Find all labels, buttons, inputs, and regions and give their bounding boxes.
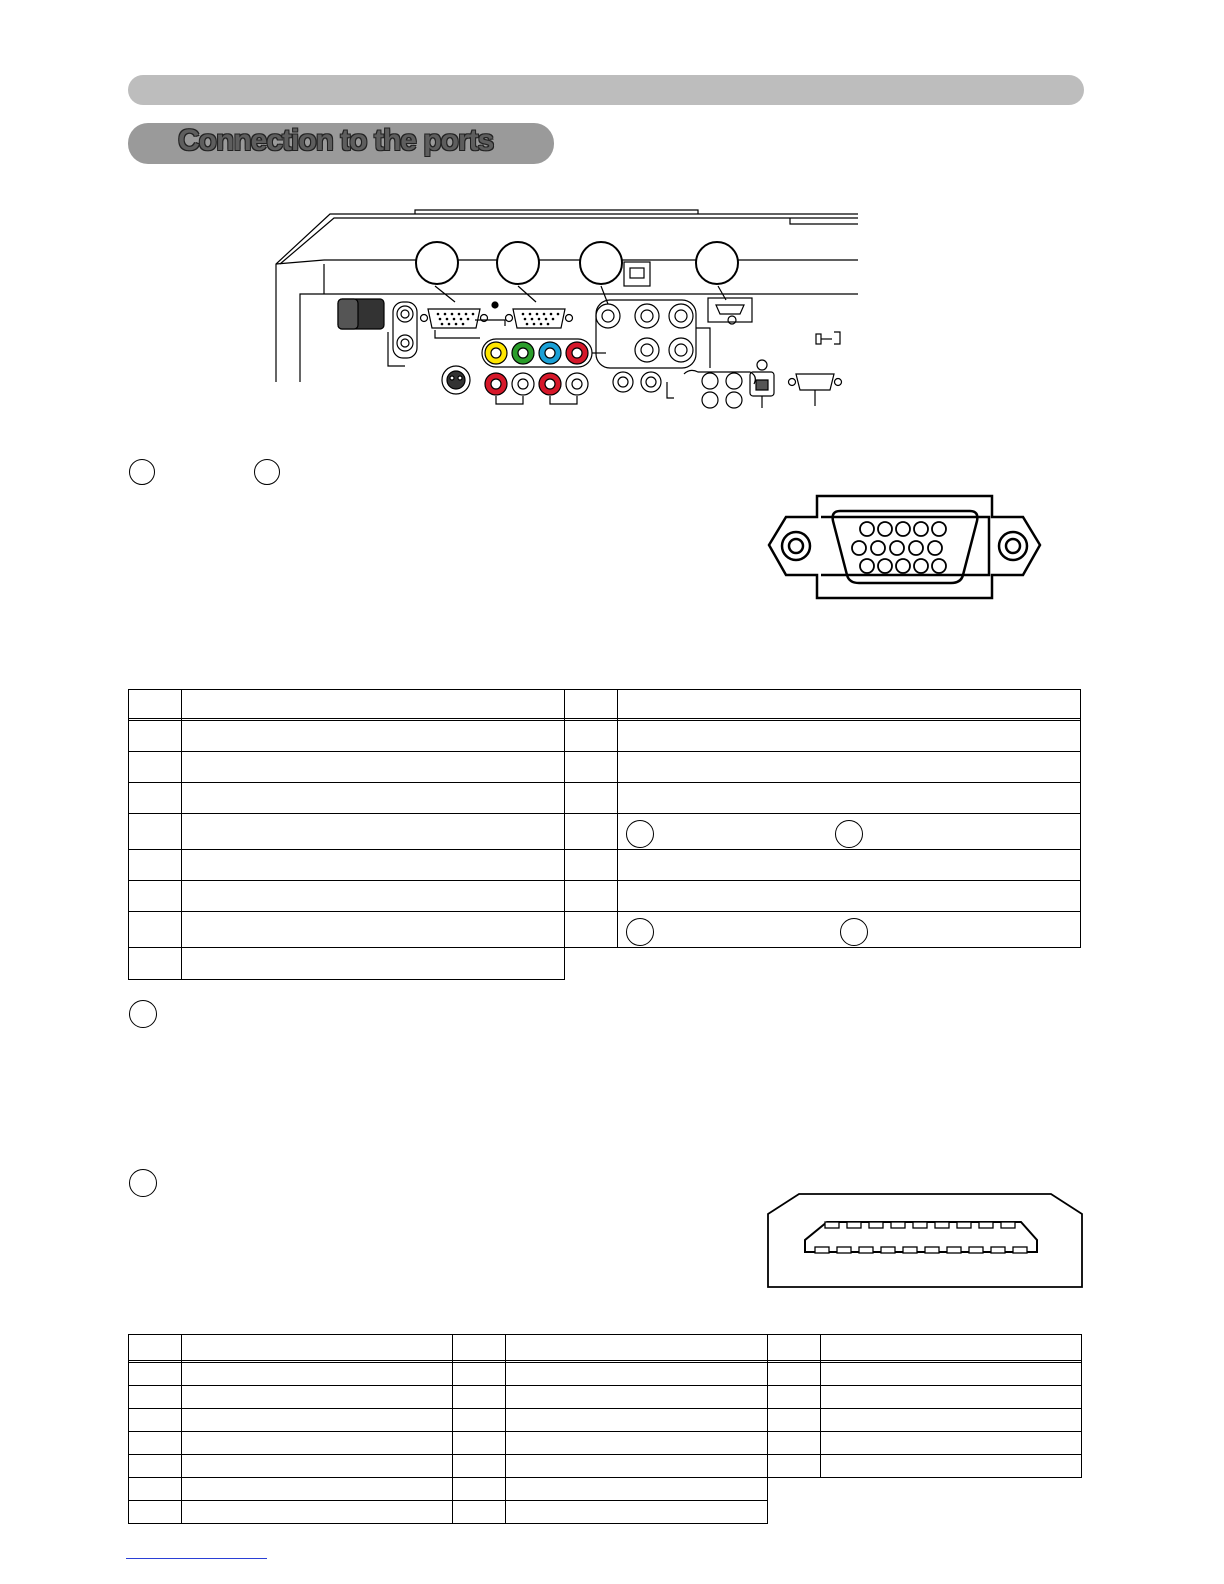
table-row (129, 721, 1081, 752)
d-sub-15-connector-icon (765, 493, 1045, 603)
table-row (129, 1386, 1082, 1409)
vga-pin-table (128, 689, 1081, 980)
table-row (129, 783, 1081, 814)
table-row (129, 1409, 1082, 1432)
page-title: Connection to the ports (178, 124, 494, 157)
table-header-row (129, 690, 1081, 721)
table-row (129, 912, 1081, 948)
table-row (129, 1432, 1082, 1455)
table-row (129, 881, 1081, 912)
callout-circle (626, 820, 654, 848)
table-row (129, 948, 1081, 980)
callout-circle (129, 1169, 157, 1197)
table-row (129, 1478, 1082, 1501)
table-header-divider (128, 718, 1080, 719)
table-row (129, 1501, 1082, 1524)
callout-circle (626, 918, 654, 946)
callout-circle (129, 1000, 157, 1028)
rear-panel-illustration (270, 208, 860, 413)
hdmi-pin-table (128, 1334, 1082, 1524)
table-row (129, 1455, 1082, 1478)
callout-circle (129, 459, 155, 485)
hdmi-connector-icon (765, 1192, 1085, 1290)
table-row (129, 752, 1081, 783)
table-row (129, 814, 1081, 850)
header-bar (128, 75, 1084, 105)
callout-circle (254, 459, 280, 485)
callout-circle (840, 918, 868, 946)
callout-circle (835, 820, 863, 848)
table-row (129, 850, 1081, 881)
footer-link-underline[interactable] (126, 1558, 267, 1559)
table-row (129, 1363, 1082, 1386)
table-header-row (129, 1335, 1082, 1363)
table-header-divider (128, 1360, 1082, 1361)
